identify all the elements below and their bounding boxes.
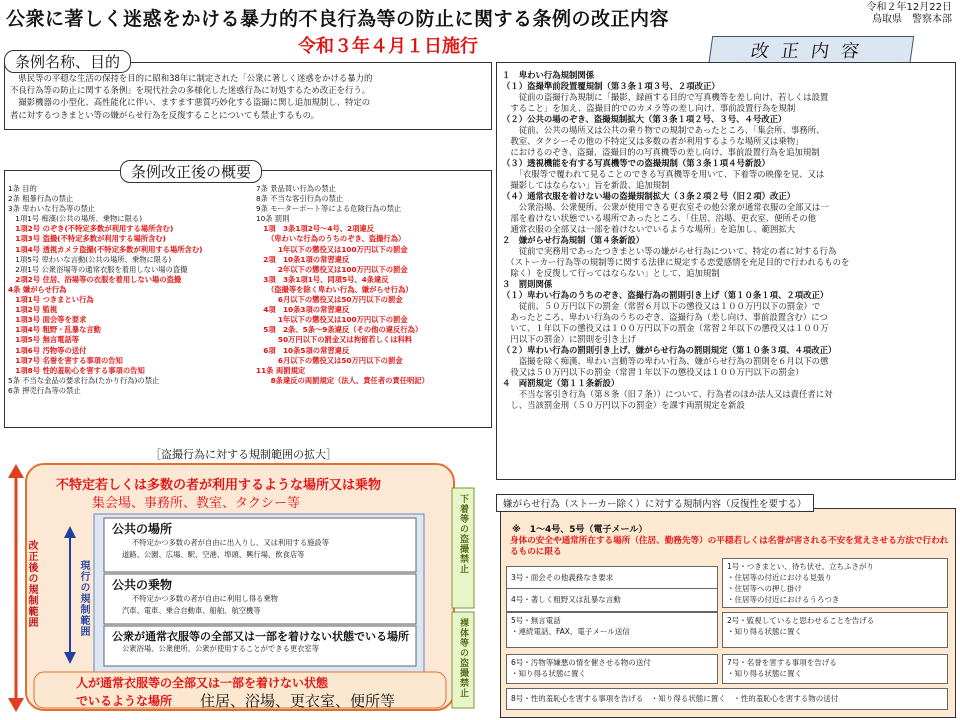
gaiyou-right-item: 1項 3条1項2号～4号、2項違反	[256, 224, 375, 234]
gaiyou-right-item: 3項 3条1項1号、同項5号、4条違反	[256, 274, 389, 284]
stalker-cell-8: 8号・性的羞恥心を害する事項を告げる ・知り得る状態に置く ・性的羞恥心を害する物の送付	[506, 688, 948, 710]
gaiyou-left-item: 1項1号 痴漢(公共の場所、乗物に限る)	[8, 214, 143, 224]
box2-line2: 汽車、電車、乗合自動車、船舶、航空機等	[122, 606, 261, 615]
gaiyou-right-item: 8条違反の両罰規定（法人、責任者の責任明記）	[256, 375, 429, 385]
gaiyou-left-item: 2項1号 公衆浴場等の通常衣服を着用しない場の盗撮	[8, 264, 188, 274]
stalker-5b: ・連続電話、FAX、電子メール送信	[511, 627, 630, 636]
gaiyou-label: 条例改正後の概要	[120, 160, 262, 183]
issue-info	[848, 2, 952, 26]
gaiyou-right-item: 2項 10条1項の常習違反	[256, 254, 350, 264]
box1-line2: 道路、公園、広場、駅、空港、埠頭、興行場、飲食店等	[122, 550, 305, 559]
box3-title: 公衆が通常衣服等の全部又は一部を着けない状態でいる場所	[112, 630, 409, 643]
kaisei-list-item: 従前、公共の場所又は公共の乗り物での規制であったところ、「集会所、事務所、	[502, 125, 825, 135]
stalker-label: 嫌がらせ行為（ストーカー除く）に対する規制内容（反復性を要する）	[496, 494, 814, 512]
mid-vert-label: 現行の規制範囲	[78, 560, 89, 637]
gaiyou-left-item: 1項8号 性的羞恥心を害する事項の告知	[8, 365, 145, 375]
kaisei-list	[502, 70, 950, 411]
kaisei-list-item: ２ 嫌がらせ行為規制（第４条新設）	[502, 235, 645, 245]
kaisei-list-item: （２）公共の場のぞき、盗撮規制拡大（第３条１項２号、３号、４号改正）	[502, 114, 787, 124]
gaiyou-left-item: 1項3号 面会等を要求	[8, 315, 87, 325]
gaiyou-left-item: 1項5号 卑わいな言動(公共の場所、乗物に限る)	[8, 254, 172, 264]
stalker-red: 身体の安全や通常所在する場所（住居、勤務先等）の平穏若しくは名誉が害される不安を覚えさせる方法で行われるものに限る	[510, 536, 949, 557]
page-title: 公衆に著しく迷惑をかける暴力的不良行為等の防止に関する条例の改正内容	[6, 8, 670, 30]
kaisei-list-item: 公衆浴場、公衆便所、公衆が使用できる更衣室その他公衆が通常衣服の全部又は一	[502, 202, 829, 212]
kaisei-list-item: 部を着けない状態でいる場所であったところ、「住居、浴場、更衣室、便所その他	[502, 213, 816, 223]
kaisei-list-item: 教室、タクシーその他の不特定又は多数の者が利用するような場所又は乗物」	[502, 136, 804, 146]
gaiyou-right-item: 1年以下の懲役又は100万円以下の罰金	[256, 244, 408, 254]
gaiyou-right-item: 10条 罰則	[256, 214, 290, 224]
kaisei-list-item: 盗撮を除く痴漢、卑わい言動等の卑わい行為、嫌がらせ行為の罰則を６月以下の懲	[502, 356, 829, 366]
stalker-1c: ・住居等への押し掛け	[727, 584, 802, 593]
jorei-line: 不良行為等の防止に関する条例」を現代社会の多様化した迷惑行為に対処するため改正を行う。	[10, 85, 371, 96]
gaiyou-left-item: 1条 目的	[8, 184, 37, 193]
gaiyou-right-item: 4項 10条3項の常習違反	[256, 305, 350, 315]
stalker-6a: 6号・汚物等嫌悪の情を催させる物の送付	[511, 658, 651, 667]
stalker-1a: 1号・つきまとい、待ち伏せ、立ちふさがり	[727, 562, 875, 571]
gaiyou-left-item: 1項3号 盗撮(不特定多数が利用する場所含む)	[8, 234, 167, 244]
gaiyou-right-item: 2年以下の懲役又は100万円以下の罰金	[256, 264, 408, 274]
stalker-note: ※ 1～4号、5号（電子メール）	[512, 525, 648, 535]
stalker-cell-5	[506, 612, 718, 648]
right-vert-label-1: 下着等の盗撮禁止	[458, 494, 468, 574]
kaisei-list-item: （１）盗撮準前段置覆規制（第３条１項３号、２項改正）	[502, 81, 720, 91]
gaiyou-right-item: 6項 10条5項の常習違反	[256, 345, 350, 355]
page-subtitle: 令和３年４月１日施行	[298, 36, 478, 57]
kaisei-list-item: 役又は５０万円以下の罰金（常習１年以下の懲役又は１００万円以下の罰金）	[502, 367, 804, 377]
gaiyou-left-item: 1項4号 透視カメラ盗撮(不特定多数が利用する場所含む)	[8, 244, 203, 254]
bottom-red-2: でいるような場所	[76, 694, 173, 708]
box2-line1: 不特定かつ多数の者が自由に利用し得る乗物	[132, 594, 278, 603]
kaisei-list-item: 撮影してはならない」旨を新設、追加規制	[502, 180, 670, 190]
kaisei-list-item: いて、１年以下の懲役又は１００万円以下の罰金（常習２年以下の懲役又は１００万	[502, 323, 829, 333]
gaiyou-left-item: 2項2号 住居、浴場等の衣服を着用しない場の盗撮	[8, 274, 182, 284]
stalker-6b: ・知り得る状態に置く	[511, 669, 586, 678]
stalker-cell-1	[722, 558, 948, 608]
kaisei-list-item: （１）卑わい行為のうちのぞき、盗撮行為の罰則引き上げ（第１０条１項、２項改正）	[502, 290, 829, 300]
stalker-2b: ・知り得る状態に置く	[727, 627, 802, 636]
kaisei-list-item: （ストーカー行為等の規制等に関する法律に規定する恋愛感情を充足目的で行われるものを	[502, 257, 850, 267]
kaisei-list-item: 不当な客引き行為（第８条（旧７条））について、行為者のほか法人又は責任者に対	[502, 389, 833, 399]
kaisei-list-item: 従前で実務用であったつきまとい等の嫌がらせ行為について、特定の者に対する行為	[502, 246, 837, 256]
stalker-1b: ・住居等の付近における見張り	[727, 573, 832, 582]
gaiyou-right-item: 9条 モーターボート等による危険行為の禁止	[256, 204, 402, 214]
kaisei-list-item: すること」を加え、盗撮目的でのカメラ等の差し向け、事前設置行為を規制	[502, 103, 796, 113]
stalker-2a: 2号・監視していると思わせることを告げる	[727, 616, 875, 625]
gaiyou-right-item: 8条 不当な客引行為の禁止	[256, 194, 344, 204]
kaisei-list-item: 従前の盗撮行為規制に「撮影、録画する目的で写真機等を差し向け、若しくは設置	[502, 92, 829, 102]
bottom-black: 住居、浴場、更衣室、便所等	[200, 692, 396, 710]
gaiyou-right-item: （盗撮等を除く卑わい行為、嫌がらせ行為）	[256, 284, 413, 294]
left-vert-label: 改正後の規制範囲	[26, 540, 37, 628]
kaisei-list-item: 円以下の罰金）に罰則を引き上げ	[502, 334, 636, 344]
gaiyou-right-item: 6月以下の懲役又は50万円以下の罰金	[256, 355, 403, 365]
gaiyou-left-item: 1項2号 のぞき(不特定多数が利用する場所含む)	[8, 224, 174, 234]
jorei-line: 撮影機器の小型化、高性能化に伴い、ますます悪質巧妙化する盗撮に関し追加規制し、特定の	[10, 97, 371, 108]
gaiyou-left-item: 6条 押売行為等の禁止	[8, 385, 81, 395]
gaiyou-right-item: 7条 景品買い行為の禁止	[256, 184, 336, 193]
box3-line: 公衆浴場、公衆便所、公衆が使用することができる更衣室等	[122, 644, 320, 653]
kaisei-badge: 改正内容	[708, 36, 914, 68]
gaiyou-left-item: 1項6号 汚物等の送付	[8, 345, 87, 355]
stalker-5a: 5号・無言電話	[511, 616, 561, 625]
gaiyou-right-item: 50万円以下の罰金又は拘留若しくは科料	[256, 335, 413, 345]
gaiyou-left-col	[8, 184, 252, 396]
box2-title: 公共の乗物	[112, 578, 173, 592]
kaisei-list-item: におけるのぞき、盗撮、盗撮目的の写真機等の差し向け、事前設置行為を追加規制	[502, 147, 820, 157]
stalker-7b: ・知り得る状態に置く	[727, 669, 802, 678]
gaiyou-left-item: 5条 不当な金品の要求行為(たかり行為)の禁止	[8, 375, 160, 385]
jorei-text	[10, 72, 488, 121]
gaiyou-right-item: 5項 2条、5条～9条違反（その他の違反行為）	[256, 325, 423, 335]
kaisei-list-item: 「衣服等で覆われて見ることのできる写真機等を用いて、下着等の映像を見、又は	[502, 169, 825, 179]
jorei-line: 県民等の平穏な生活の保持を目的に昭和38年に制定された「公衆に著しく迷惑をかける暴力的	[10, 73, 373, 83]
jorei-label: 条例名称、目的	[4, 50, 131, 73]
jorei-line: 者に対するつきまとい等の嫌がらせ行為を反復することについても禁止するもの。	[10, 109, 320, 120]
gaiyou-right-col	[256, 184, 488, 386]
kaisei-list-item: し、当該罰金刑（５０万円以下の罰金）を課す両罰規定を新設	[502, 400, 745, 410]
kaisei-list-item: 除く）を反復して行ってはならない」として、追加規制	[502, 268, 720, 278]
box1-title: 公共の場所	[112, 522, 173, 536]
stalker-7a: 7号・名誉を害する事項を告げる	[727, 658, 837, 667]
kaisei-list-item: 通常衣服の全部又は一部を着けないでいるような場所」を追加し、範囲拡大	[502, 224, 796, 234]
gaiyou-left-item: 1項5号 無言電話等	[8, 335, 80, 345]
gaiyou-left-item: 3条 卑わいな行為等の禁止	[8, 204, 96, 214]
issue-date: 令和２年12月22日	[866, 2, 952, 13]
gaiyou-left-item: 1項1号 つきまとい行為	[8, 295, 94, 305]
kaisei-list-item: ３ 罰則関係	[502, 279, 553, 289]
gaiyou-left-item: 2条 粗暴行為の禁止	[8, 194, 74, 204]
gaiyou-left-item: 1項2号 監視	[8, 305, 58, 315]
gaiyou-right-item: 6月以下の懲役又は50万円以下の罰金	[256, 295, 403, 305]
gaiyou-right-item: 1年以下の懲役又は100万円以下の罰金	[256, 315, 408, 325]
kaisei-list-item: （４）通常衣服を着けない場の盗撮規制拡大（３条２項２号（旧２項）改正）	[502, 191, 796, 201]
outer-arrow-bottom	[8, 698, 24, 712]
kaisei-list-item: ４ 両罰規定（第１１条新設）	[502, 378, 620, 388]
kaisei-list-item: 従前、５０万円以下の罰金（常習６月以下の懲役又は１００万円以下の罰金）で	[502, 301, 821, 311]
gaiyou-left-item: 1項7号 名誉を害する事項の告知	[8, 355, 123, 365]
stalker-cell-7	[722, 654, 948, 684]
stalker-cell-4: 4号・著しく粗野又は乱暴な言動	[506, 588, 718, 612]
stalker-cell-2	[722, 612, 948, 648]
kaisei-list-item: （３）透視機能を有する写真機等での盗撮規制（第３条１項４号新設）	[502, 158, 770, 168]
tousatsu-label: ［盗撮行為に対する規制範囲の拡大］	[150, 448, 337, 461]
stalker-1d: ・住居等の付近におけるうろつき	[727, 595, 840, 604]
outer-arrow-top	[8, 464, 24, 478]
right-vert-label-2: 裸体等の盗撮禁止	[458, 618, 468, 698]
stalker-cell-6	[506, 654, 718, 684]
kaisei-list-item: １ 卑わい行為規制関係	[502, 70, 595, 80]
stalker-cell-3: 3号・面会その他義務なき要求	[506, 566, 718, 590]
kaisei-list-item: （２）卑わい行為の罰則引き上げ、嫌がらせ行為の罰則規定（第１０条３項、４項改正）	[502, 345, 837, 355]
tousatsu-top-red: 不特定若しくは多数の者が利用するような場所又は乗物	[56, 478, 382, 493]
gaiyou-left-item: 4条 嫌がらせ行為	[8, 284, 67, 294]
gaiyou-right-item: 11条 両罰規定	[256, 365, 306, 375]
gaiyou-left-item: 1項4号 粗野・乱暴な言動	[8, 325, 101, 335]
bottom-red-1: 人が通常衣服等の全部又は一部を着けない状態	[76, 676, 329, 690]
issuer: 鳥取県 警察本部	[872, 14, 952, 25]
gaiyou-right-item: （卑わいな行為のうちのぞき、盗撮行為）	[256, 234, 406, 244]
kaisei-list-item: あったところ、卑わい行為のうちのぞき、盗撮行為（差し向け、事前設置含む）につ	[502, 312, 828, 322]
box1-line1: 不特定かつ多数の者が自由に出入りし、又は利用する施設等	[132, 538, 330, 547]
tousatsu-top-sub: 集会場、事務所、教室、タクシー等	[92, 496, 301, 511]
